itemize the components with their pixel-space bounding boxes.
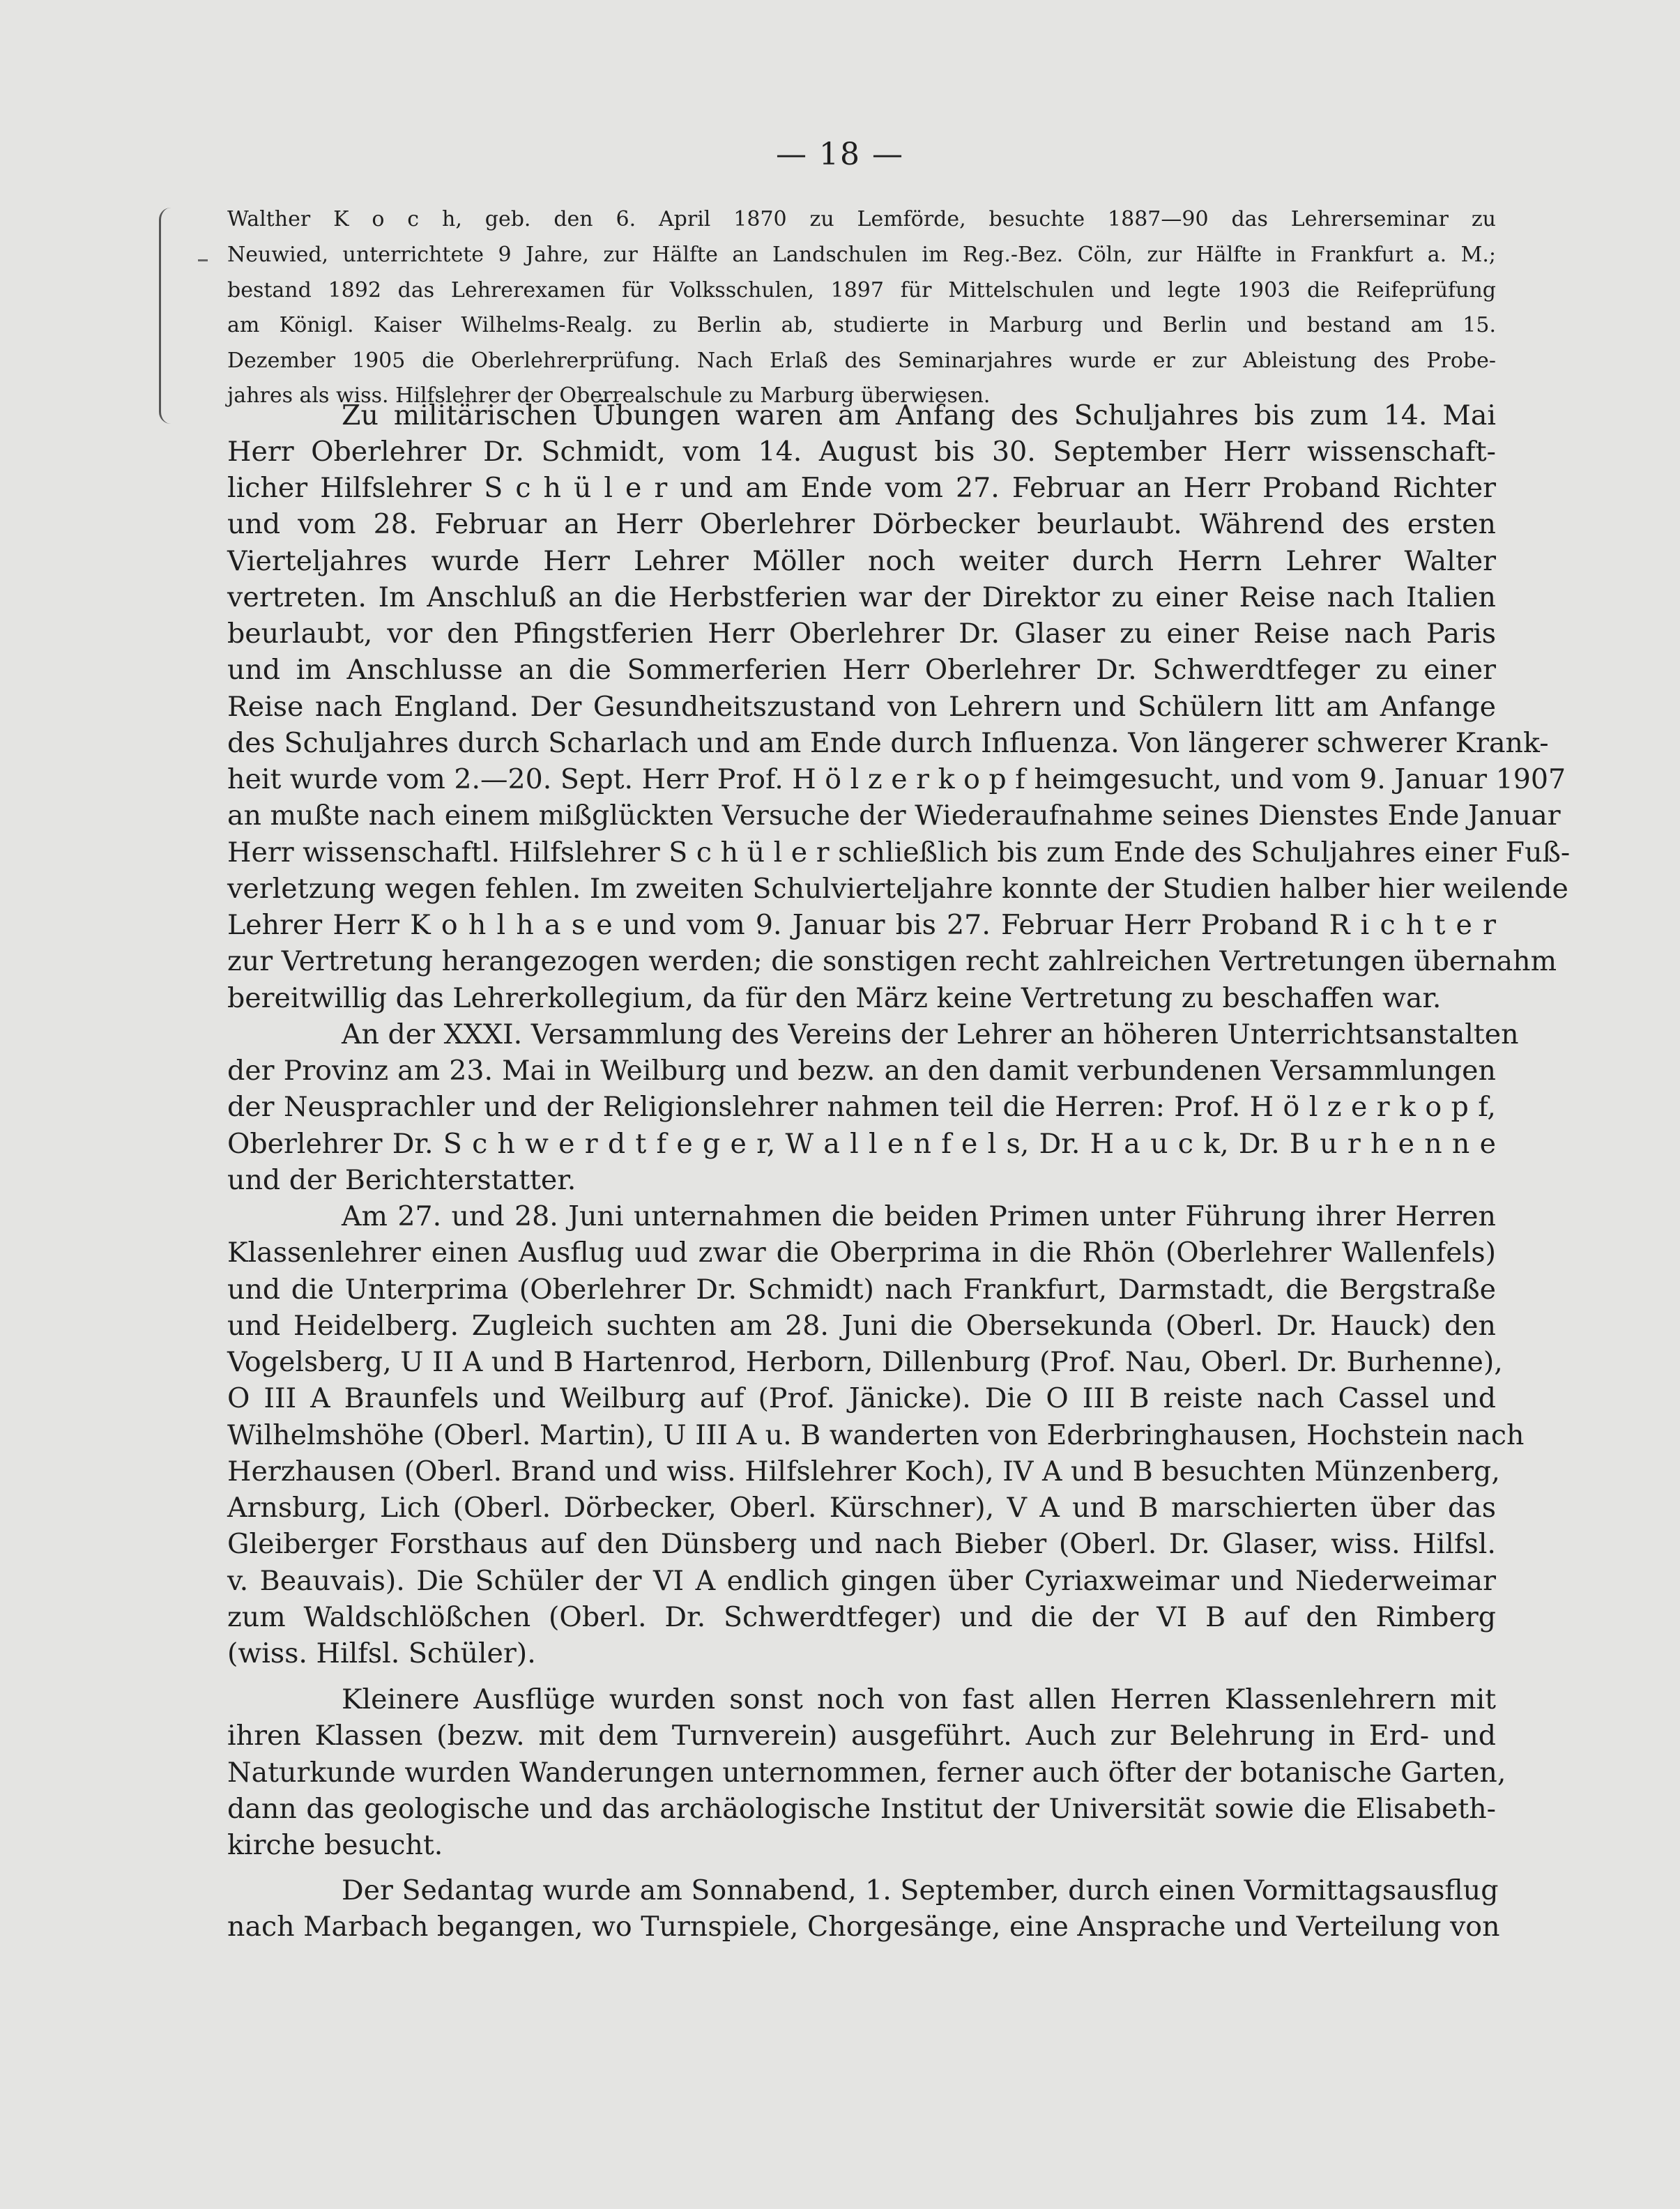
text-line: heit wurde vom 2.—20. Sept. Herr Prof. H ö l z e r k o p f heimgesucht, und vom 9. Januar 1907 [227,763,1566,795]
text-line: Arnsburg, Lich (Oberl. Dörbecker, Oberl. Kürschner), V A und B marschierten über das [227,1492,1496,1524]
text-line: verletzung wegen fehlen. Im zweiten Schulvierteljahre konnte der Studien halber hier weilende [227,873,1568,905]
text-line: Kleinere Ausflüge wurden sonst noch von fast allen Herren Klassenlehrern mit [342,1683,1496,1715]
text-line: beurlaubt, vor den Pfingstferien Herr Oberlehrer Dr. Glaser zu einer Reise nach Paris [227,618,1496,650]
text-line: Herzhausen (Oberl. Brand und wiss. Hilfslehrer Koch), IV A und B besuchten Münzenberg, [227,1455,1500,1488]
text-line: Reise nach England. Der Gesundheitszustand von Lehrern und Schülern litt am Anfange [227,691,1496,723]
text-line: bestand 1892 das Lehrerexamen für Volksschulen, 1897 für Mittelschulen und legte 1903 die Reifeprüfung [227,278,1496,303]
text-line: Wilhelmshöhe (Oberl. Martin), U III A u. B wanderten von Ederbringhausen, Hochstein nach [227,1419,1525,1451]
text-line: des Schuljahres durch Scharlach und am Ende durch Influenza. Von längerer schwerer Krank- [227,727,1549,759]
text-line: der Neusprachler und der Religionslehrer nahmen teil die Herren: Prof. H ö l z e r k o p f, [227,1091,1496,1123]
text-line: Vierteljahres wurde Herr Lehrer Möller noch weiter durch Herrn Lehrer Walter [227,545,1496,577]
text-line: Vogelsberg, U II A und B Hartenrod, Herborn, Dillenburg (Prof. Nau, Oberl. Dr. Burhenne), [227,1346,1503,1378]
text-line: nach Marbach begangen, wo Turnspiele, Chorgesänge, eine Ansprache und Verteilung von [227,1911,1500,1943]
text-line: Neuwied, unterrichtete 9 Jahre, zur Hälfte an Landschulen im Reg.-Bez. Cöln, zur Hälfte in Frankfurt a. M.; [227,243,1496,267]
text-line: (wiss. Hilfsl. Schüler). [227,1637,536,1669]
text-line: am Königl. Kaiser Wilhelms-Realg. zu Berlin ab, studierte in Marburg und Berlin und bestand am 15. [227,313,1496,337]
text-line: Klassenlehrer einen Ausflug uud zwar die Oberprima in die Rhön (Oberlehrer Wallenfels) [227,1237,1496,1269]
text-line: dann das geologische und das archäologische Institut der Universität sowie die Elisabeth- [227,1793,1496,1825]
text-line: jahres als wiss. Hilfslehrer der Oberrealschule zu Marburg überwiesen. [227,383,991,408]
text-line: Am 27. und 28. Juni unternahmen die beiden Primen unter Führung ihrer Herren [342,1200,1496,1232]
margin-bracket-mark [159,208,171,424]
text-line: und vom 28. Februar an Herr Oberlehrer Dörbecker beurlaubt. Während des ersten [227,508,1496,540]
text-line: vertreten. Im Anschluß an die Herbstferien war der Direktor zu einer Reise nach Italien [227,581,1496,613]
text-line: Naturkunde wurden Wanderungen unternommen, ferner auch öfter der botanische Garten, [227,1757,1506,1789]
text-line: ihren Klassen (bezw. mit dem Turnverein) ausgeführt. Auch zur Belehrung in Erd- und [227,1720,1496,1752]
text-line: zur Vertretung herangezogen werden; die sonstigen recht zahlreichen Vertretungen übernahm [227,945,1557,977]
text-line: Gleiberger Forsthaus auf den Dünsberg und nach Bieber (Oberl. Dr. Glaser, wiss. Hilfsl. [227,1528,1496,1560]
text-line: Herr wissenschaftl. Hilfslehrer S c h ü l e r schließlich bis zum Ende des Schuljahres einer Fuß- [227,836,1571,869]
text-line: Dezember 1905 die Oberlehrerprüfung. Nach Erlaß des Seminarjahres wurde er zur Ableistung des Probe- [227,349,1496,373]
text-line: kirche besucht. [227,1829,443,1861]
text-line: An der XXXI. Versammlung des Vereins der Lehrer an höheren Unterrichtsanstalten [342,1018,1519,1050]
text-line: Lehrer Herr K o h l h a s e und vom 9. Januar bis 27. Februar Herr Proband R i c h t e r [227,909,1496,941]
text-line: und im Anschlusse an die Sommerferien Herr Oberlehrer Dr. Schwerdtfeger zu einer [227,654,1496,686]
text-line: und Heidelberg. Zugleich suchten am 28. Juni die Obersekunda (Oberl. Dr. Hauck) den [227,1310,1496,1342]
text-line: licher Hilfslehrer S c h ü l e r und am Ende vom 27. Februar an Herr Proband Richter [227,472,1496,504]
text-line: und der Berichterstatter. [227,1164,576,1196]
text-line: der Provinz am 23. Mai in Weilburg und bezw. an den damit verbundenen Versammlungen [227,1055,1496,1087]
text-line: Oberlehrer Dr. S c h w e r d t f e g e r, W a l l e n f e l s, Dr. H a u c k, Dr. B u r h e n n e [227,1128,1496,1160]
text-line: zum Waldschlößchen (Oberl. Dr. Schwerdtfeger) und die der VI B auf den Rimberg [227,1601,1496,1633]
margin-dash-mark [198,259,208,261]
text-line: und die Unterprima (Oberlehrer Dr. Schmidt) nach Frankfurt, Darmstadt, die Bergstraße [227,1274,1496,1306]
page-number: — 18 — [776,137,904,172]
text-line: O III A Braunfels und Weilburg auf (Prof. Jänicke). Die O III B reiste nach Cassel und [227,1382,1496,1414]
text-line: bereitwillig das Lehrerkollegium, da für den März keine Vertretung zu beschaffen war. [227,982,1442,1014]
text-line: Der Sedantag wurde am Sonnabend, 1. September, durch einen Vormittagsausflug [342,1874,1499,1906]
text-line: Herr Oberlehrer Dr. Schmidt, vom 14. August bis 30. September Herr wissenschaft- [227,436,1496,468]
text-line: Zu militärischen Übungen waren am Anfang des Schuljahres bis zum 14. Mai [342,399,1496,431]
text-line: Walther K o c h, geb. den 6. April 1870 zu Lemförde, besuchte 1887—90 das Lehrerseminar zu [227,207,1496,231]
text-line: an mußte nach einem mißglückten Versuche der Wiederaufnahme seines Dienstes Ende Januar [227,800,1561,832]
text-line: v. Beauvais). Die Schüler der VI A endlich gingen über Cyriaxweimar und Niederweimar [227,1565,1496,1597]
